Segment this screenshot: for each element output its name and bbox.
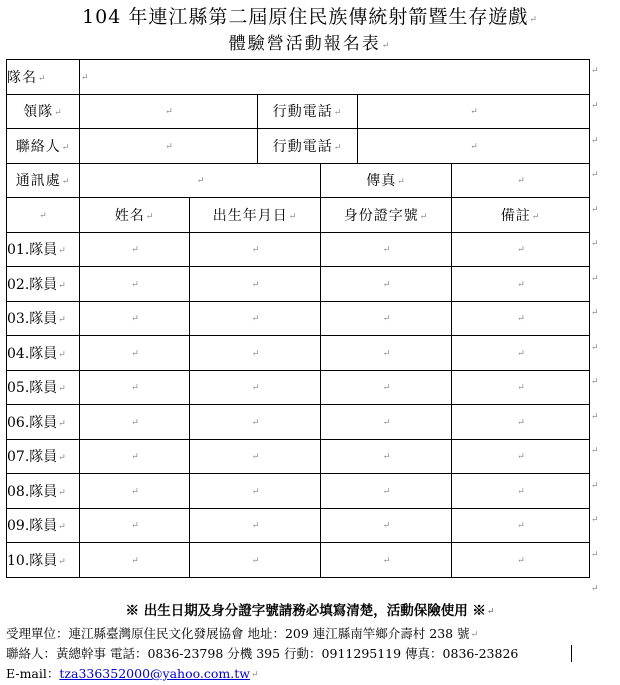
row-end-mark: ↵ (591, 170, 599, 180)
form-title-text: 104 年連江縣第二屆原住民族傳統射箭暨生存遊戲 (82, 6, 529, 28)
member-birthdate-field[interactable]: ↵ (190, 405, 321, 440)
member-id-field[interactable]: ↵ (321, 232, 452, 267)
member-remarks-field[interactable]: ↵ (452, 336, 590, 371)
footer-contact-text: 聯絡人：黃總幹事 電話：0836-23798 分機 395 行動：0911295119 傳真：0836-23826 (6, 646, 519, 661)
member-row (7, 370, 590, 405)
member-row (7, 301, 590, 336)
insurance-notice: ※ 出生日期及身分證字號請務必填寫清楚，活動保險使用 ※↵ (125, 603, 495, 619)
team-name-row (7, 60, 590, 95)
footer-organizer-text: 受理單位：連江縣臺灣原住民文化發展協會 地址：209 連江縣南竿鄉介壽村 238 號 (6, 626, 470, 641)
member-number: 01.隊員↵ (7, 232, 80, 267)
email-link[interactable]: tza336352000@yahoo.com.tw (59, 666, 250, 681)
member-number: 08.隊員↵ (7, 474, 80, 509)
contact-label: 聯絡人↵ (7, 129, 80, 164)
row-end-mark: ↵ (591, 308, 599, 318)
member-remarks-field[interactable]: ↵ (452, 301, 590, 336)
member-birthdate-field[interactable]: ↵ (190, 474, 321, 509)
member-number: 03.隊員↵ (7, 301, 80, 336)
member-number: 02.隊員↵ (7, 267, 80, 302)
member-number: 09.隊員↵ (7, 508, 80, 543)
header-name: 姓名↵ (80, 198, 190, 233)
member-name-field[interactable]: ↵ (80, 336, 190, 371)
member-number: 10.隊員↵ (7, 543, 80, 578)
leader-field[interactable]: ↵ (80, 94, 258, 129)
row-end-mark: ↵ (591, 66, 599, 76)
form-title (0, 4, 620, 33)
form-subtitle-text: 體驗營活動報名表 (228, 34, 381, 54)
member-remarks-field[interactable]: ↵ (452, 439, 590, 474)
member-name-field[interactable]: ↵ (80, 301, 190, 336)
member-birthdate-field[interactable]: ↵ (190, 543, 321, 578)
header-birthdate: 出生年月日↵ (190, 198, 321, 233)
member-name-field[interactable]: ↵ (80, 474, 190, 509)
paragraph-mark: ↵ (381, 41, 392, 51)
member-remarks-field[interactable]: ↵ (452, 474, 590, 509)
member-row (7, 267, 590, 302)
member-name-field[interactable]: ↵ (80, 232, 190, 267)
registration-table (6, 59, 590, 578)
member-remarks-field[interactable]: ↵ (452, 508, 590, 543)
header-remarks: 備註↵ (452, 198, 590, 233)
footer-organizer: 受理單位：連江縣臺灣原住民文化發展協會 地址：209 連江縣南竿鄉介壽村 238 號↵ (6, 626, 479, 641)
member-id-field[interactable]: ↵ (321, 301, 452, 336)
row-end-mark: ↵ (591, 481, 599, 491)
row-end-mark: ↵ (591, 136, 599, 146)
member-birthdate-field[interactable]: ↵ (190, 267, 321, 302)
contact-row (7, 129, 590, 164)
fax-field[interactable]: ↵ (452, 163, 590, 198)
member-name-field[interactable]: ↵ (80, 267, 190, 302)
member-row (7, 405, 590, 440)
address-field[interactable]: ↵ (80, 163, 321, 198)
member-id-field[interactable]: ↵ (321, 439, 452, 474)
row-end-mark: ↵ (591, 584, 599, 594)
leader-mobile-field[interactable]: ↵ (358, 94, 590, 129)
member-name-field[interactable]: ↵ (80, 370, 190, 405)
member-birthdate-field[interactable]: ↵ (190, 232, 321, 267)
member-birthdate-field[interactable]: ↵ (190, 301, 321, 336)
member-name-field[interactable]: ↵ (80, 543, 190, 578)
row-end-mark: ↵ (591, 550, 599, 560)
member-row (7, 543, 590, 578)
contact-field[interactable]: ↵ (80, 129, 258, 164)
member-number: 05.隊員↵ (7, 370, 80, 405)
member-name-field[interactable]: ↵ (80, 508, 190, 543)
contact-mobile-field[interactable]: ↵ (358, 129, 590, 164)
member-number: 07.隊員↵ (7, 439, 80, 474)
member-birthdate-field[interactable]: ↵ (190, 370, 321, 405)
fax-label: 傳真↵ (321, 163, 452, 198)
member-name-field[interactable]: ↵ (80, 405, 190, 440)
address-row (7, 163, 590, 198)
form-subtitle (0, 32, 620, 58)
member-id-field[interactable]: ↵ (321, 474, 452, 509)
row-end-mark: ↵ (591, 377, 599, 387)
footer-email: E-mail：tza336352000@yahoo.com.tw↵ (6, 666, 259, 681)
contact-mobile-label: 行動電話↵ (258, 129, 358, 164)
member-row (7, 336, 590, 371)
row-end-mark: ↵ (591, 446, 599, 456)
member-number: 06.隊員↵ (7, 405, 80, 440)
member-remarks-field[interactable]: ↵ (452, 267, 590, 302)
header-id-number: 身份證字號↵ (321, 198, 452, 233)
member-birthdate-field[interactable]: ↵ (190, 336, 321, 371)
member-remarks-field[interactable]: ↵ (452, 370, 590, 405)
address-label: 通訊處↵ (7, 163, 80, 198)
member-id-field[interactable]: ↵ (321, 405, 452, 440)
footer-contact (6, 645, 518, 663)
member-remarks-field[interactable]: ↵ (452, 543, 590, 578)
row-end-mark: ↵ (591, 239, 599, 249)
member-birthdate-field[interactable]: ↵ (190, 508, 321, 543)
team-name-label: 隊名↵ (7, 60, 80, 95)
row-end-mark: ↵ (591, 515, 599, 525)
member-id-field[interactable]: ↵ (321, 508, 452, 543)
member-name-field[interactable]: ↵ (80, 439, 190, 474)
member-birthdate-field[interactable]: ↵ (190, 439, 321, 474)
member-header-row (7, 198, 590, 233)
insurance-notice-text: ※ 出生日期及身分證字號請務必填寫清楚，活動保險使用 ※ (125, 603, 486, 619)
leader-label: 領隊↵ (7, 94, 80, 129)
row-end-mark: ↵ (591, 205, 599, 215)
leader-row (7, 94, 590, 129)
header-number: ↵ (7, 198, 80, 233)
member-remarks-field[interactable]: ↵ (452, 405, 590, 440)
member-row (7, 439, 590, 474)
text-cursor (571, 645, 572, 662)
member-id-field[interactable]: ↵ (321, 370, 452, 405)
leader-mobile-label: 行動電話↵ (258, 94, 358, 129)
member-row (7, 474, 590, 509)
row-end-mark: ↵ (591, 412, 599, 422)
paragraph-mark: ↵ (529, 15, 538, 25)
member-remarks-field[interactable]: ↵ (452, 232, 590, 267)
member-id-field[interactable]: ↵ (321, 543, 452, 578)
member-id-field[interactable]: ↵ (321, 267, 452, 302)
row-end-mark: ↵ (591, 274, 599, 284)
team-name-field[interactable]: ↵ (80, 60, 590, 95)
member-row (7, 232, 590, 267)
member-id-field[interactable]: ↵ (321, 336, 452, 371)
member-number: 04.隊員↵ (7, 336, 80, 371)
row-end-mark: ↵ (591, 101, 599, 111)
member-row (7, 508, 590, 543)
email-label: E-mail： (6, 666, 60, 681)
row-end-mark: ↵ (591, 343, 599, 353)
